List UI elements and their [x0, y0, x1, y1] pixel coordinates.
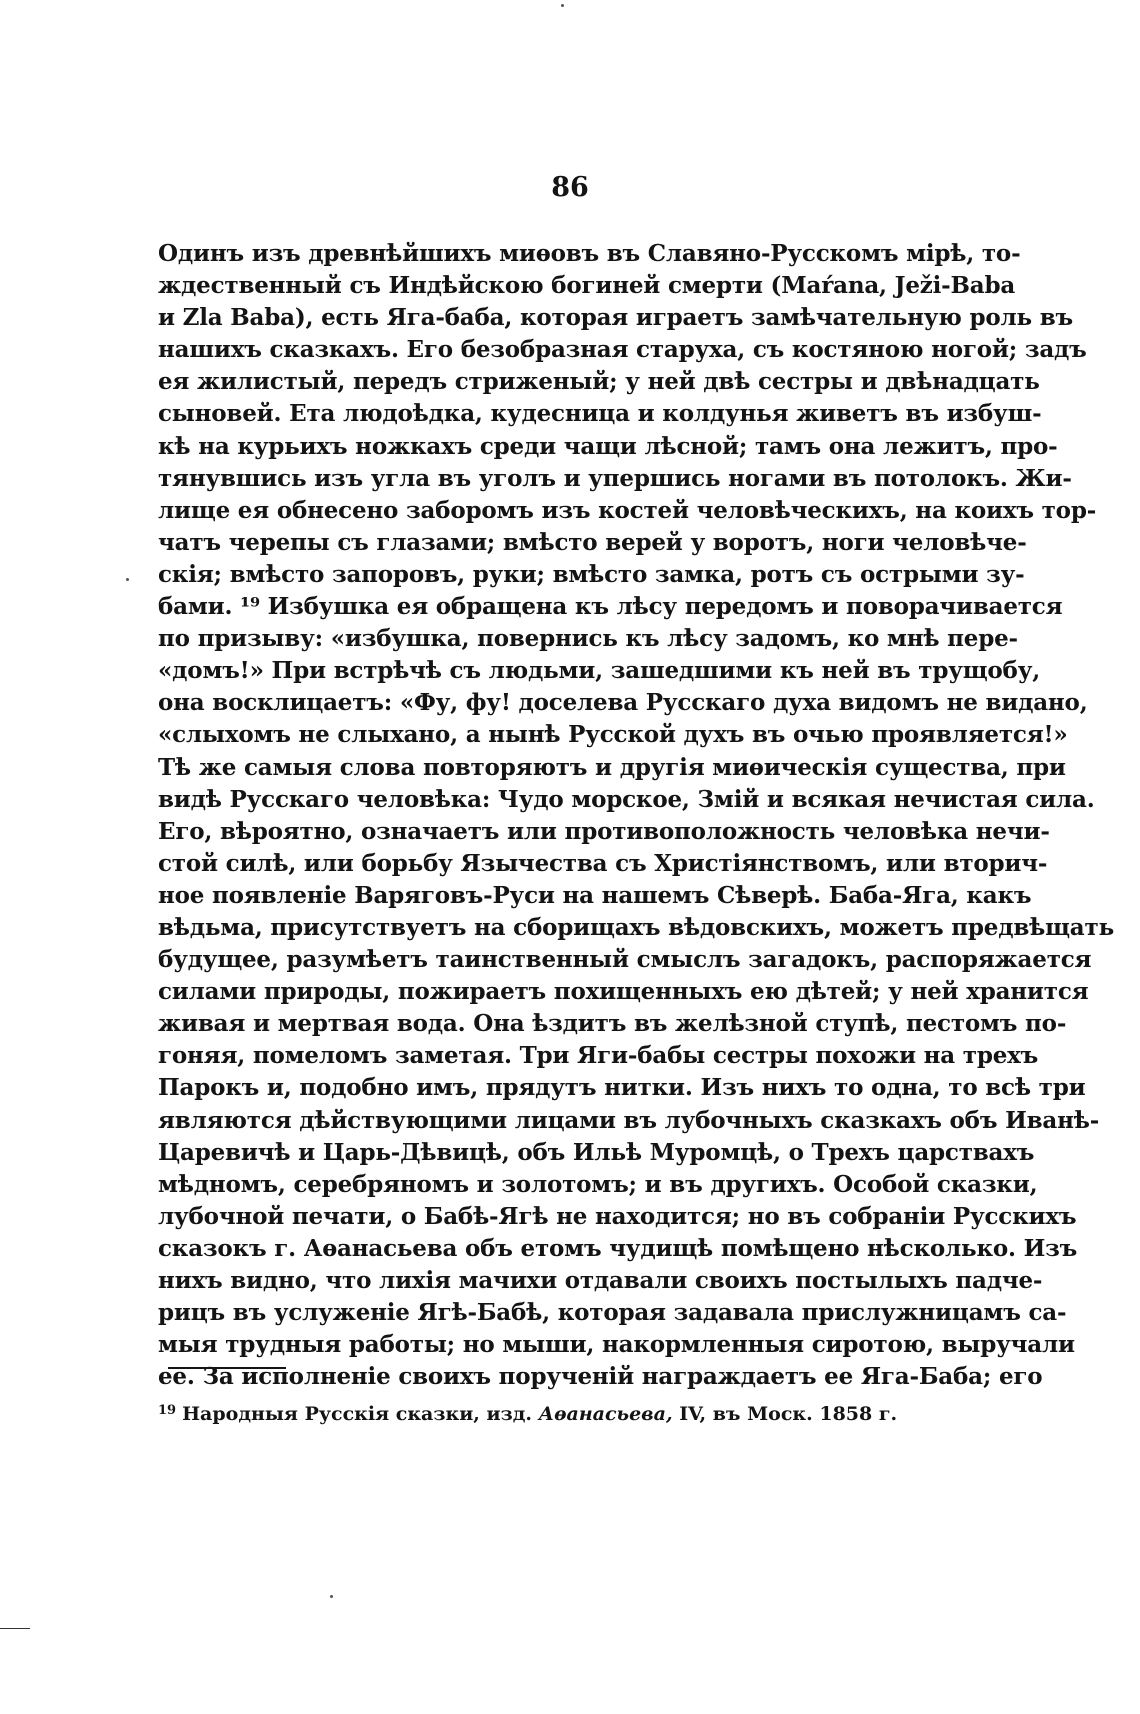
- text-line: лище ея обнесено заборомъ изъ костей человѣческихъ, на коихъ тор-: [158, 496, 1097, 524]
- text-line: сыновей. Ета людоѣдка, кудесница и колдунья живетъ въ избуш-: [158, 400, 1042, 428]
- text-line: Парокъ и, подобно имъ, прядутъ нитки. Изъ нихъ то одна, то всѣ три: [158, 1074, 1086, 1102]
- text-line: силами природы, пожираетъ похищенныхъ ею дѣтей; у ней хранится: [158, 978, 1089, 1006]
- text-line: будущее, разумѣетъ таинственный смыслъ загадокъ, распоряжается: [158, 946, 1092, 974]
- text-line: чатъ черепы съ глазами; вмѣсто верей у воротъ, ноги человѣче-: [158, 528, 1027, 556]
- text-line: вѣдьма, присутствуетъ на сборищахъ вѣдовскихъ, можетъ предвѣщать: [158, 913, 1114, 941]
- text-line: «слыхомъ не слыхано, а нынѣ Русской духъ въ очью проявляется!»: [158, 721, 1068, 749]
- footnote-text: Народныя Русскія сказки, изд.: [182, 1403, 539, 1425]
- scan-speck: [330, 1595, 333, 1598]
- text-line: тянувшись изъ угла въ уголъ и упершись ногами въ потолокъ. Жи-: [158, 464, 1072, 492]
- text-line: скія; вмѣсто запоровъ, руки; вмѣсто замка, ротъ съ острыми зу-: [158, 560, 1025, 588]
- text-line: рицъ въ услуженіе Ягѣ-Бабѣ, которая задавала прислужницамъ са-: [158, 1299, 1067, 1327]
- text-line: нихъ видно, что лихія мачихи отдавали своихъ постылыхъ падче-: [158, 1267, 1043, 1294]
- text-line: гоняя, помеломъ заметая. Три Яги-бабы сестры похожи на трехъ: [158, 1042, 1039, 1070]
- footnote-editor: Аѳанасьева,: [538, 1403, 673, 1425]
- footnote-text-end: IV, въ Моск. 1858 г.: [672, 1403, 898, 1425]
- text-line: ждественный съ Индѣйскою богиней смерти (Maŕana, Ježi-Baba: [158, 272, 1016, 300]
- scan-speck: [561, 4, 564, 7]
- text-line: ное появленіе Варяговъ-Руси на нашемъ Сѣверѣ. Баба-Яга, какъ: [158, 881, 1032, 909]
- text-line: Его, вѣроятно, означаетъ или противоположность человѣка нечи-: [158, 817, 1050, 845]
- text-line: стой силѣ, или борьбу Язычества съ Христіянствомъ, или вторич-: [158, 849, 1048, 877]
- text-line: ея жилистый, передъ стриженый; у ней двѣ сестры и двѣнадцать: [158, 368, 1040, 396]
- text-line: видѣ Русскаго человѣка: Чудо морское, Змій и всякая нечистая сила.: [158, 785, 1095, 813]
- text-line: мѣдномъ, серебряномъ и золотомъ; и въ другихъ. Особой сказки,: [158, 1170, 1038, 1198]
- text-line: Одинъ изъ древнѣйшихъ миѳовъ въ Славяно-Русскомъ мірѣ, то-: [158, 240, 1021, 267]
- text-line: по призыву: «избушка, повернись къ лѣсу задомъ, ко мнѣ пере-: [158, 625, 1018, 653]
- footnote-divider: [168, 1367, 286, 1369]
- text-line: она восклицаетъ: «Фу, фу! доселева Русскаго духа видомъ не видано,: [158, 689, 1088, 717]
- text-line: кѣ на курьихъ ножкахъ среди чащи лѣсной; тамъ она лежитъ, про-: [158, 432, 1058, 460]
- text-line: лубочной печати, о Бабѣ-Ягѣ не находится; но въ собраніи Русскихъ: [158, 1202, 1077, 1230]
- main-text-block: [158, 238, 1114, 1393]
- text-line: и Zla Baba), есть Яга-баба, которая играетъ замѣчательную роль въ: [158, 304, 1073, 332]
- margin-scan-mark: [0, 1628, 30, 1629]
- page-number: 86: [551, 172, 589, 203]
- text-line: мыя трудныя работы; но мыши, накормленныя сиротою, выручали: [158, 1331, 1075, 1359]
- text-line: нашихъ сказкахъ. Его безобразная старуха, съ костяною ногой; задъ: [158, 336, 1087, 364]
- text-line: бами. ¹⁹ Избушка ея обращена къ лѣсу передомъ и поворачивается: [158, 593, 1063, 621]
- text-line: живая и мертвая вода. Она ѣздитъ въ желѣзной ступѣ, пестомъ по-: [158, 1010, 1067, 1038]
- text-line: Тѣ же самыя слова повторяютъ и другія миѳическія существа, при: [158, 753, 1066, 781]
- text-line: «домъ!» При встрѣчѣ съ людьми, зашедшими къ ней въ трущобу,: [158, 657, 1041, 685]
- text-line: Царевичѣ и Царь-Дѣвицѣ, объ Ильѣ Муромцѣ, о Трехъ царствахъ: [158, 1138, 1035, 1166]
- text-line: ее. За исполненіе своихъ порученій награждаетъ ее Яга-Баба; его: [158, 1363, 1043, 1391]
- footnote-marker: 19: [158, 1403, 177, 1418]
- text-line: сказокъ г. Аѳанасьева объ етомъ чудищѣ помѣщено нѣсколько. Изъ: [158, 1234, 1078, 1262]
- text-line: являются дѣйствующими лицами въ лубочныхъ сказкахъ объ Иванѣ-: [158, 1106, 1100, 1134]
- footnote: [158, 1398, 996, 1427]
- scan-speck: [126, 578, 129, 581]
